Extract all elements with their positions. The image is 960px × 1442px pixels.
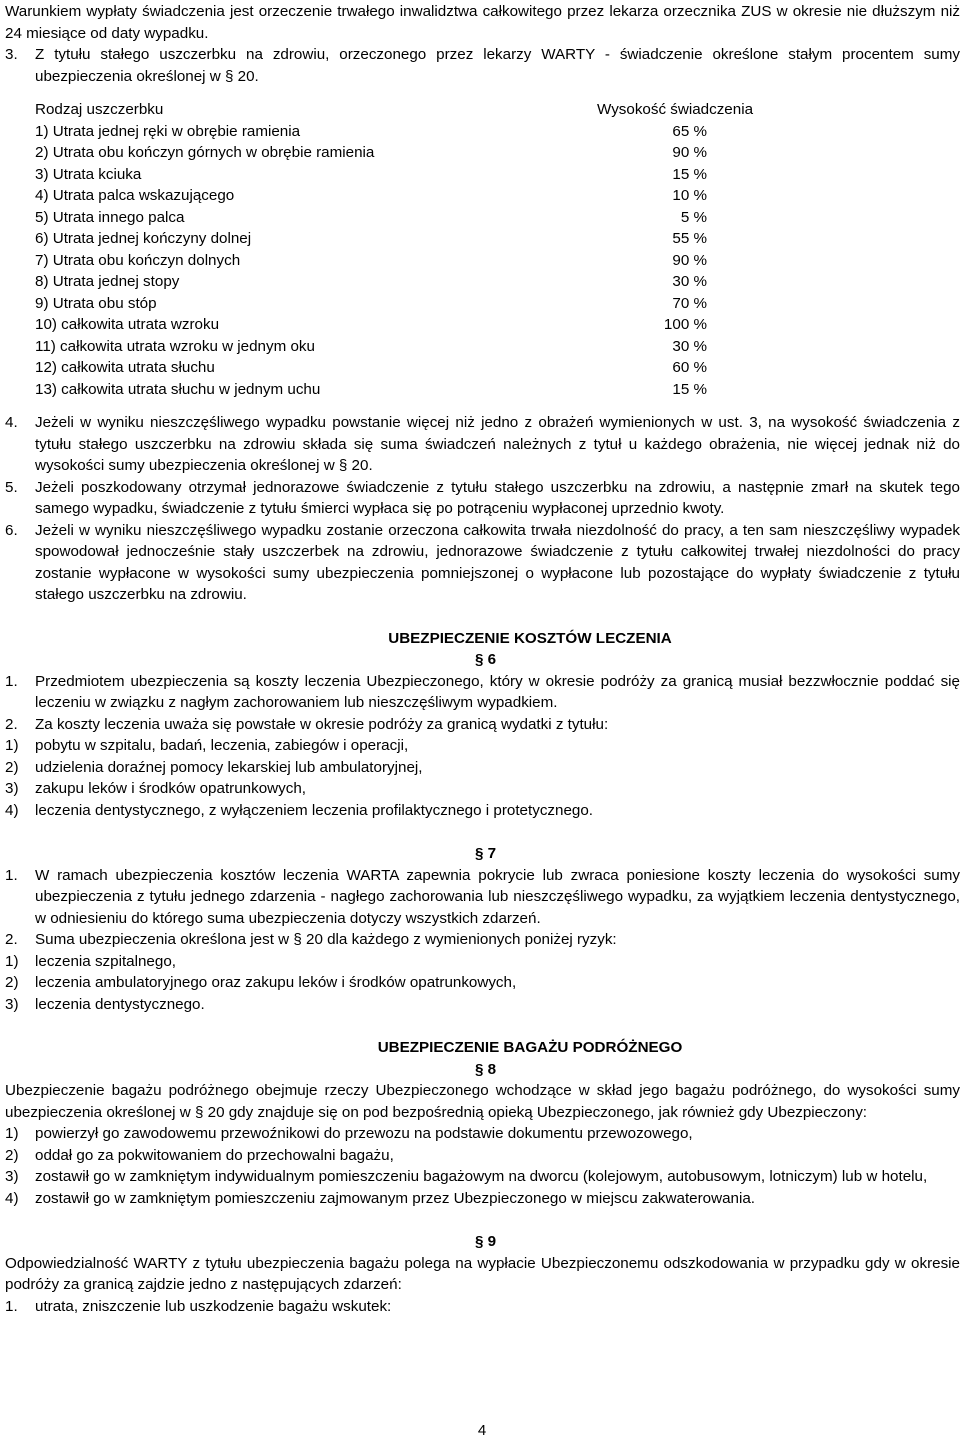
table-row <box>5 379 960 401</box>
table-row <box>5 121 960 143</box>
point-text: Za koszty leczenia uważa się powstałe w okresie podróży za granicą wydatki z tytułu: <box>35 715 609 733</box>
point-text: Jeżeli w wyniku nieszczęśliwego wypadku powstanie więcej niż jedno z obrażeń wymienionych w ust. 3, na wysokość świadczenia z tytułu stałego uszczerbku na zdrowiu składa się suma świadczeń należnych z tytuł u każdego obrażenia, nie więcej jednak niż do wysokości sumy ubezpieczenia określonej w § 20. <box>35 414 960 474</box>
point-3 <box>5 44 960 87</box>
item-text: powierzył go zawodowemu przewoźnikowi do przewozu na podstawie dokumentu przewozowego, <box>35 1125 693 1142</box>
row-name: 12) całkowita utrata słuchu <box>35 359 215 376</box>
row-value: 30 % <box>672 273 707 290</box>
section-heading-medical: UBEZPIECZENIE KOSZTÓW LECZENIA <box>388 629 672 647</box>
list-item <box>5 778 960 800</box>
point-number: 5. <box>5 478 18 496</box>
list-item <box>5 972 960 994</box>
item-number: 1) <box>5 1125 19 1142</box>
table-row <box>5 336 960 358</box>
list-item <box>5 1123 960 1145</box>
paragraph-mark-7: § 7 <box>474 845 497 862</box>
row-value: 15 % <box>672 380 707 398</box>
header-benefit-amount: Wysokość świadczenia <box>597 101 754 118</box>
point-number: 3. <box>5 46 18 63</box>
header-injury-type: Rodzaj uszczerbku <box>35 101 164 118</box>
list-item <box>5 800 960 822</box>
row-name: 7) Utrata obu kończyn dolnych <box>35 251 241 269</box>
item-number: 2) <box>5 758 19 776</box>
item-text: zakupu leków i środków opatrunkowych, <box>35 780 306 797</box>
section-heading-baggage: UBEZPIECZENIE BAGAŻU PODRÓŻNEGO <box>377 1039 683 1056</box>
point-number: 6. <box>5 521 18 539</box>
row-value: 30 % <box>672 337 707 355</box>
table-row <box>5 228 960 250</box>
row-name: 4) Utrata palca wskazującego <box>35 187 235 204</box>
point-4 <box>5 412 960 477</box>
item-text: leczenia ambulatoryjnego oraz zakupu leków i środków opatrunkowych, <box>35 974 517 991</box>
row-name: 2) Utrata obu kończyn górnych w obrębie ramienia <box>35 144 375 161</box>
item-text: zostawił go w zamkniętym pomieszczeniu zajmowanym przez Ubezpieczonego w miejscu zakwaterowania. <box>35 1189 756 1207</box>
page-number: 4 <box>477 1422 487 1439</box>
point-text: Przedmiotem ubezpieczenia są koszty leczenia Ubezpieczonego, który w okresie podróży za granicą musiał bezzwłocznie poddać się leczeniu w związku z nagłym zachorowaniem lub nieszczęśliwym wypadkiem. <box>35 672 960 711</box>
row-name: 5) Utrata innego palca <box>35 208 185 226</box>
point-number: 2. <box>5 931 18 948</box>
item-text: oddał go za pokwitowaniem do przechowalni bagażu, <box>35 1146 394 1164</box>
paragraph-mark-9: § 9 <box>474 1233 497 1250</box>
point-5 <box>5 477 960 520</box>
row-name: 9) Utrata obu stóp <box>35 294 157 312</box>
item-text: leczenia dentystycznego, z wyłączeniem leczenia profilaktycznego i protetycznego. <box>35 801 594 819</box>
point-text: Suma ubezpieczenia określona jest w § 20 dla każdego z wymienionych poniżej ryzyk: <box>35 931 617 948</box>
row-value: 65 % <box>672 122 707 140</box>
point-text: utrata, zniszczenie lub uszkodzenie bagażu wskutek: <box>35 1297 392 1315</box>
item-number: 2) <box>5 1146 19 1164</box>
list-item <box>5 757 960 779</box>
s7-point-2 <box>5 929 960 951</box>
item-number: 4) <box>5 801 19 819</box>
item-text: leczenia dentystycznego. <box>35 995 205 1013</box>
s9-point-1 <box>5 1296 960 1318</box>
paragraph-mark-6: § 6 <box>474 651 497 668</box>
row-name: 3) Utrata kciuka <box>35 165 142 183</box>
list-item <box>5 994 960 1016</box>
intro-paragraph: Warunkiem wypłaty świadczenia jest orzeczenie trwałego inwalidztwa całkowitego przez lekarza orzecznika ZUS w okresie nie dłuższym niż 24 miesiące od daty wypadku. <box>5 3 960 42</box>
item-text: leczenia szpitalnego, <box>35 952 176 970</box>
point-text: Jeżeli poszkodowany otrzymał jednorazowe świadczenie z tytułu stałego uszczerbku na zdrowiu, a następnie zmarł na skutek tego samego wypadku, świadczenie z tytułu śmierci wypłaca się po potrąceniu wypłaconej uprzednio kwoty. <box>35 478 960 517</box>
page-content <box>5 1 960 1317</box>
row-name: 1) Utrata jednej ręki w obrębie ramienia <box>35 122 301 140</box>
table-row <box>5 207 960 229</box>
row-value: 55 % <box>672 230 707 247</box>
item-number: 1) <box>5 737 19 754</box>
table-row <box>5 142 960 164</box>
table-row <box>5 271 960 293</box>
row-value: 100 % <box>663 316 707 333</box>
list-item <box>5 951 960 973</box>
item-number: 4) <box>5 1189 19 1207</box>
point-text: Z tytułu stałego uszczerbku na zdrowiu, orzeczonego przez lekarzy WARTY - świadczenie określone stałym procentem sumy ubezpieczenia określonej w § 20. <box>35 46 960 85</box>
list-item <box>5 735 960 757</box>
point-text: Jeżeli w wyniku nieszczęśliwego wypadku zostanie orzeczona całkowita trwała niezdolność do pracy, a ten sam nieszczęśliwy wypadek spowodował jednocześnie stały uszczerbek na zdrowiu, jednorazowe świadczenie z tytułu całkowitej trwałej niezdolności do pracy zostanie wypłacone w wysokości sumy ubezpieczenia pomniejszonej o wypłacone lub pozostające do wypłaty świadczenie z tytułu stałego uszczerbku na zdrowiu. <box>35 521 960 603</box>
s8-intro: Ubezpieczenie bagażu podróżnego obejmuje rzeczy Ubezpieczonego wchodzące w skład jego bagażu podróżnego, do wysokości sumy ubezpieczenia określonej w § 20 gdy znajduje się on pod bezpośrednią opieką Ubezpieczonego, jak również gdy Ubezpieczony: <box>5 1082 960 1121</box>
list-item <box>5 1188 960 1210</box>
item-number: 3) <box>5 995 19 1013</box>
item-number: 3) <box>5 780 19 797</box>
row-name: 8) Utrata jednej stopy <box>35 273 180 290</box>
s6-point-1 <box>5 671 960 714</box>
row-value: 90 % <box>672 251 707 269</box>
s6-point-2 <box>5 714 960 736</box>
item-number: 2) <box>5 974 19 991</box>
row-value: 60 % <box>672 359 707 376</box>
item-text: pobytu w szpitalu, badań, leczenia, zabiegów i operacji, <box>35 737 409 754</box>
table-row <box>5 357 960 379</box>
item-number: 1) <box>5 952 19 970</box>
point-number: 4. <box>5 414 18 431</box>
row-name: 13) całkowita utrata słuchu w jednym uchu <box>35 380 321 398</box>
row-value: 10 % <box>672 187 707 204</box>
table-row <box>5 164 960 186</box>
row-name: 11) całkowita utrata wzroku w jednym oku <box>35 337 315 355</box>
row-value: 5 % <box>680 208 707 226</box>
s9-intro: Odpowiedzialność WARTY z tytułu ubezpieczenia bagażu polega na wypłacie Ubezpieczonemu odszkodowania w przypadku gdy w okresie podróży za granicą zajdzie jedno z następujących zdarzeń: <box>5 1254 960 1293</box>
point-6 <box>5 520 960 606</box>
list-item <box>5 1145 960 1167</box>
paragraph-mark-8: § 8 <box>474 1060 497 1078</box>
table-row <box>5 314 960 336</box>
injury-table <box>5 99 960 400</box>
point-number: 2. <box>5 715 18 733</box>
row-value: 90 % <box>672 144 707 161</box>
list-item <box>5 1166 960 1188</box>
point-text: W ramach ubezpieczenia kosztów leczenia WARTA zapewnia pokrycie lub zwraca poniesione koszty leczenia do wysokości sumy ubezpieczenia z tytułu jednego zdarzenia - nagłego zachorowania lub nieszczęśliwego wypadku, za wyjątkiem leczenia dentystycznego, w odniesieniu do którego suma ubezpieczenia dotyczy wszystkich zdarzeń. <box>35 866 960 927</box>
s7-point-1 <box>5 865 960 930</box>
item-number: 3) <box>5 1168 19 1185</box>
point-number: 1. <box>5 1297 18 1315</box>
row-name: 6) Utrata jednej kończyny dolnej <box>35 230 252 247</box>
point-number: 1. <box>5 866 18 884</box>
row-value: 70 % <box>672 294 707 312</box>
table-header <box>5 99 960 121</box>
row-name: 10) całkowita utrata wzroku <box>35 316 220 333</box>
table-row <box>5 293 960 315</box>
item-text: zostawił go w zamkniętym indywidualnym pomieszczeniu bagażowym na dworcu (kolejowym, autobusowym, lotniczym) lub w hotelu, <box>35 1168 928 1185</box>
table-row <box>5 250 960 272</box>
point-number: 1. <box>5 672 18 690</box>
table-body <box>5 121 960 401</box>
item-text: udzielenia doraźnej pomocy lekarskiej lub ambulatoryjnej, <box>35 758 423 776</box>
table-row <box>5 185 960 207</box>
row-value: 15 % <box>672 165 707 183</box>
